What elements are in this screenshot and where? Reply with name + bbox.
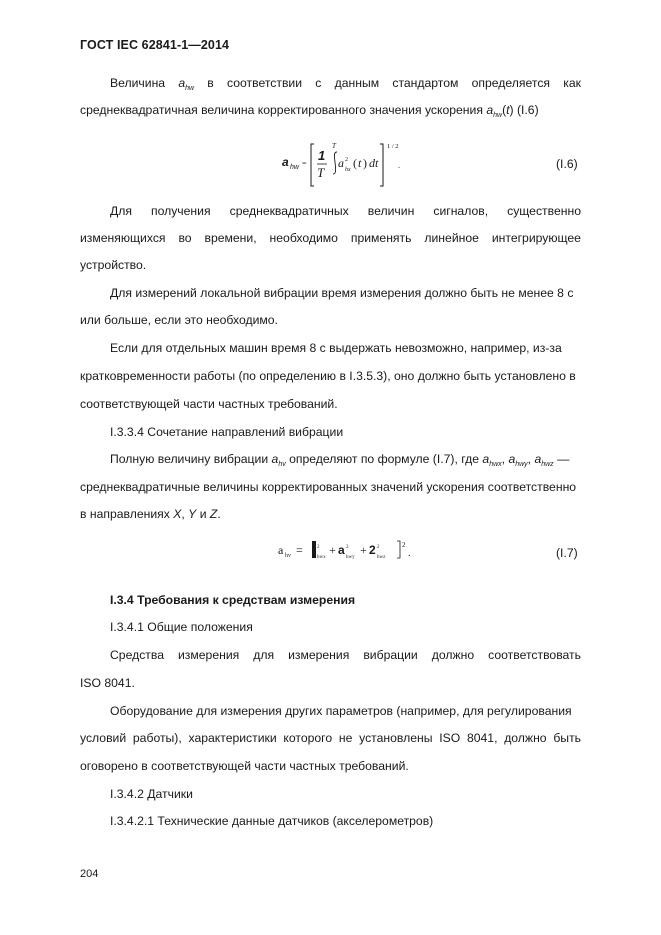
para1-line2: среднеквадратичная величина корректированного значения ускорения $a_{hw}(t)$ (I.6)	[80, 103, 539, 119]
equation-i7-number: (I.7)	[556, 546, 578, 560]
svg-text:(: (	[353, 156, 357, 170]
svg-text:2: 2	[369, 543, 376, 557]
equation-i7	[276, 536, 426, 566]
section-13421-title: I.3.4.2.1 Технические данные датчиков (акселерометров)	[110, 814, 434, 828]
svg-text:+: +	[329, 543, 336, 557]
svg-text:a: a	[338, 156, 344, 170]
svg-text:hwx: hwx	[317, 555, 326, 560]
para6-line1: Средства измерения для измерения вибрации должно соответствовать	[110, 648, 581, 662]
svg-text:dt: dt	[369, 156, 379, 170]
svg-text:=: =	[296, 543, 303, 557]
svg-text:): )	[363, 156, 367, 170]
eq-i6-lhs: a	[282, 155, 289, 169]
para3-line1: Для измерений локальной вибрации время измерения должно быть не менее 8 с	[110, 286, 574, 300]
section-1341-title: I.3.4.1 Общие положения	[110, 620, 253, 634]
equation-i6	[280, 140, 430, 190]
svg-text:2: 2	[345, 157, 348, 163]
para1-line1: Величина $a_{hw}$ в соответствии с данным стандартом определяется как	[110, 76, 581, 92]
svg-text:t: t	[358, 156, 362, 170]
para5-line1: Полную величину вибрации $a_{hv}$ определяют по формуле (I.7), где $a_{hwx}$, $a_{hwy}$, $a_{hwz}$ —	[110, 452, 570, 468]
section-1342-title: I.3.4.2 Датчики	[110, 787, 193, 801]
svg-text:a: a	[278, 543, 284, 557]
eq-i6-exponent: 1 / 2	[387, 143, 399, 150]
para7-line1: Оборудование для измерения других параметров (например, для регулирования	[110, 704, 572, 718]
eq-i6-upper-limit: T	[332, 142, 336, 150]
para4-line3: соответствующей части частных требований.	[80, 397, 338, 411]
svg-text:.: .	[408, 548, 411, 559]
svg-text:T: T	[317, 165, 325, 180]
svg-text:hwz: hwz	[377, 555, 386, 560]
para7-line3: оговорено в соответствующей части частных требований.	[80, 759, 409, 773]
para2-line1: Для получения среднеквадратичных величин сигналов, существенно	[110, 204, 581, 218]
svg-text:.: .	[398, 161, 400, 170]
para2-line3: устройство.	[80, 258, 147, 272]
eq-i6-lhs-sub: hw	[290, 164, 299, 171]
para7-line2: условий работы), характеристики которого не установлены ISO 8041, должно быть	[80, 731, 581, 745]
para5-line3: в направлениях X, Y и Z.	[80, 507, 221, 521]
page-number: 204	[80, 868, 99, 880]
svg-text:hv: hv	[285, 553, 291, 559]
para6-line2: ISO 8041.	[80, 676, 135, 690]
document-header: ГОСТ IEC 62841-1—2014	[80, 38, 230, 52]
equation-i6-number: (I.6)	[556, 157, 578, 171]
svg-text:hx: hx	[345, 167, 351, 173]
svg-text:2: 2	[402, 541, 406, 549]
svg-text:=: =	[302, 159, 307, 168]
section-134-title: I.3.4 Требования к средствам измерения	[110, 593, 356, 607]
svg-text:hwy: hwy	[346, 555, 355, 560]
svg-text:2: 2	[346, 545, 349, 550]
svg-text:+: +	[360, 543, 367, 557]
para4-line2: кратковременности работы (по определению в I.3.5.3), оно должно быть установлено в	[80, 369, 576, 383]
section-1334-title: I.3.3.4 Сочетание направлений вибрации	[110, 425, 344, 439]
para2-line2: изменяющихся во времени, необходимо применять линейное интегрирующее	[80, 231, 581, 245]
para5-line2: среднеквадратичные величины корректированных значений ускорения соответственно	[80, 480, 577, 494]
para3-line2: или больше, если это необходимо.	[80, 313, 278, 327]
svg-text:a: a	[338, 543, 345, 557]
svg-text:1: 1	[318, 148, 326, 163]
svg-text:2: 2	[317, 545, 320, 550]
svg-text:2: 2	[377, 545, 380, 550]
para4-line1: Если для отдельных машин время 8 с выдержать невозможно, например, из-за	[110, 341, 562, 355]
